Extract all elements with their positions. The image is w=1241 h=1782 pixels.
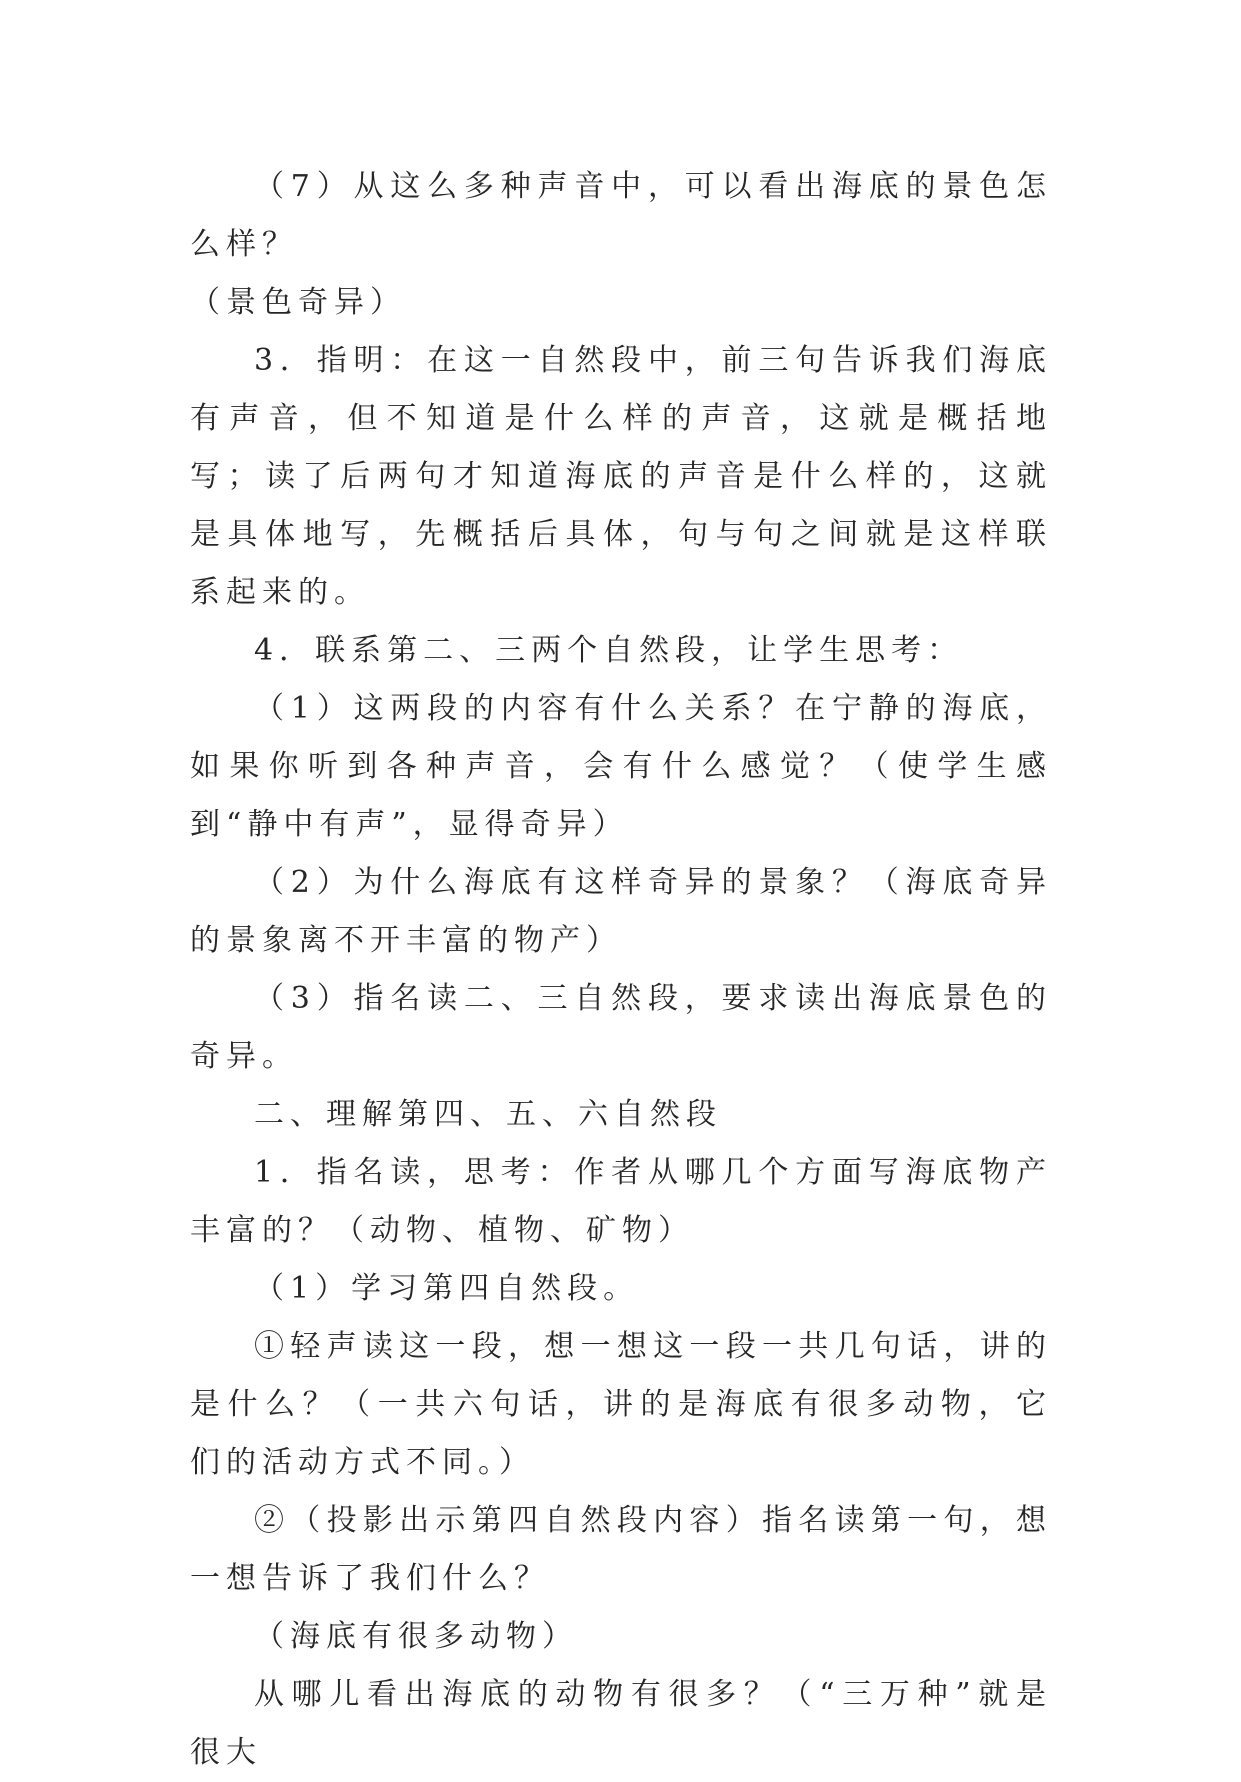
paragraph-question-7: （7）从这么多种声音中，可以看出海底的景色怎么样？ <box>190 169 1052 262</box>
paragraph-circled-1: ①轻声读这一段，想一想这一段一共几句话，讲的是什么？（一共六句话，讲的是海底有很多动物，它们的活动方式不同。） <box>190 1329 1052 1480</box>
paragraph-sub-2: （2）为什么海底有这样奇异的景象？（海底奇异的景象离不开丰富的物产） <box>190 865 1052 958</box>
paragraph-step-1: 1．指名读，思考：作者从哪几个方面写海底物产丰富的？（动物、植物、矿物） <box>190 1155 1052 1248</box>
document-body <box>190 158 1052 1782</box>
paragraph-study-4: （1）学习第四自然段。 <box>254 1271 640 1306</box>
paragraph-sub-3: （3）指名读二、三自然段，要求读出海底景色的奇异。 <box>190 981 1052 1074</box>
paragraph-answer-animals: （海底有很多动物） <box>254 1619 578 1654</box>
paragraph-answer-7: （景色奇异） <box>190 285 406 320</box>
paragraph-point-3: 3．指明：在这一自然段中，前三句告诉我们海底有声音，但不知道是什么样的声音，这就是概括地写；读了后两句才知道海底的声音是什么样的，这就是具体地写，先概括后具体，句与句之间就是这样联系起来的。 <box>190 343 1052 610</box>
paragraph-sub-1: （1）这两段的内容有什么关系？在宁静的海底，如果你听到各种声音，会有什么感觉？（使学生感到“静中有声”，显得奇异） <box>190 691 1052 842</box>
paragraph-circled-2: ②（投影出示第四自然段内容）指名读第一句，想一想告诉了我们什么？ <box>190 1503 1052 1596</box>
section-heading-2: 二、理解第四、五、六自然段 <box>254 1097 722 1132</box>
paragraph-question-animals: 从哪儿看出海底的动物有很多？（“三万种”就是很大 <box>190 1677 1052 1770</box>
paragraph-point-4: 4．联系第二、三两个自然段，让学生思考： <box>254 633 964 668</box>
